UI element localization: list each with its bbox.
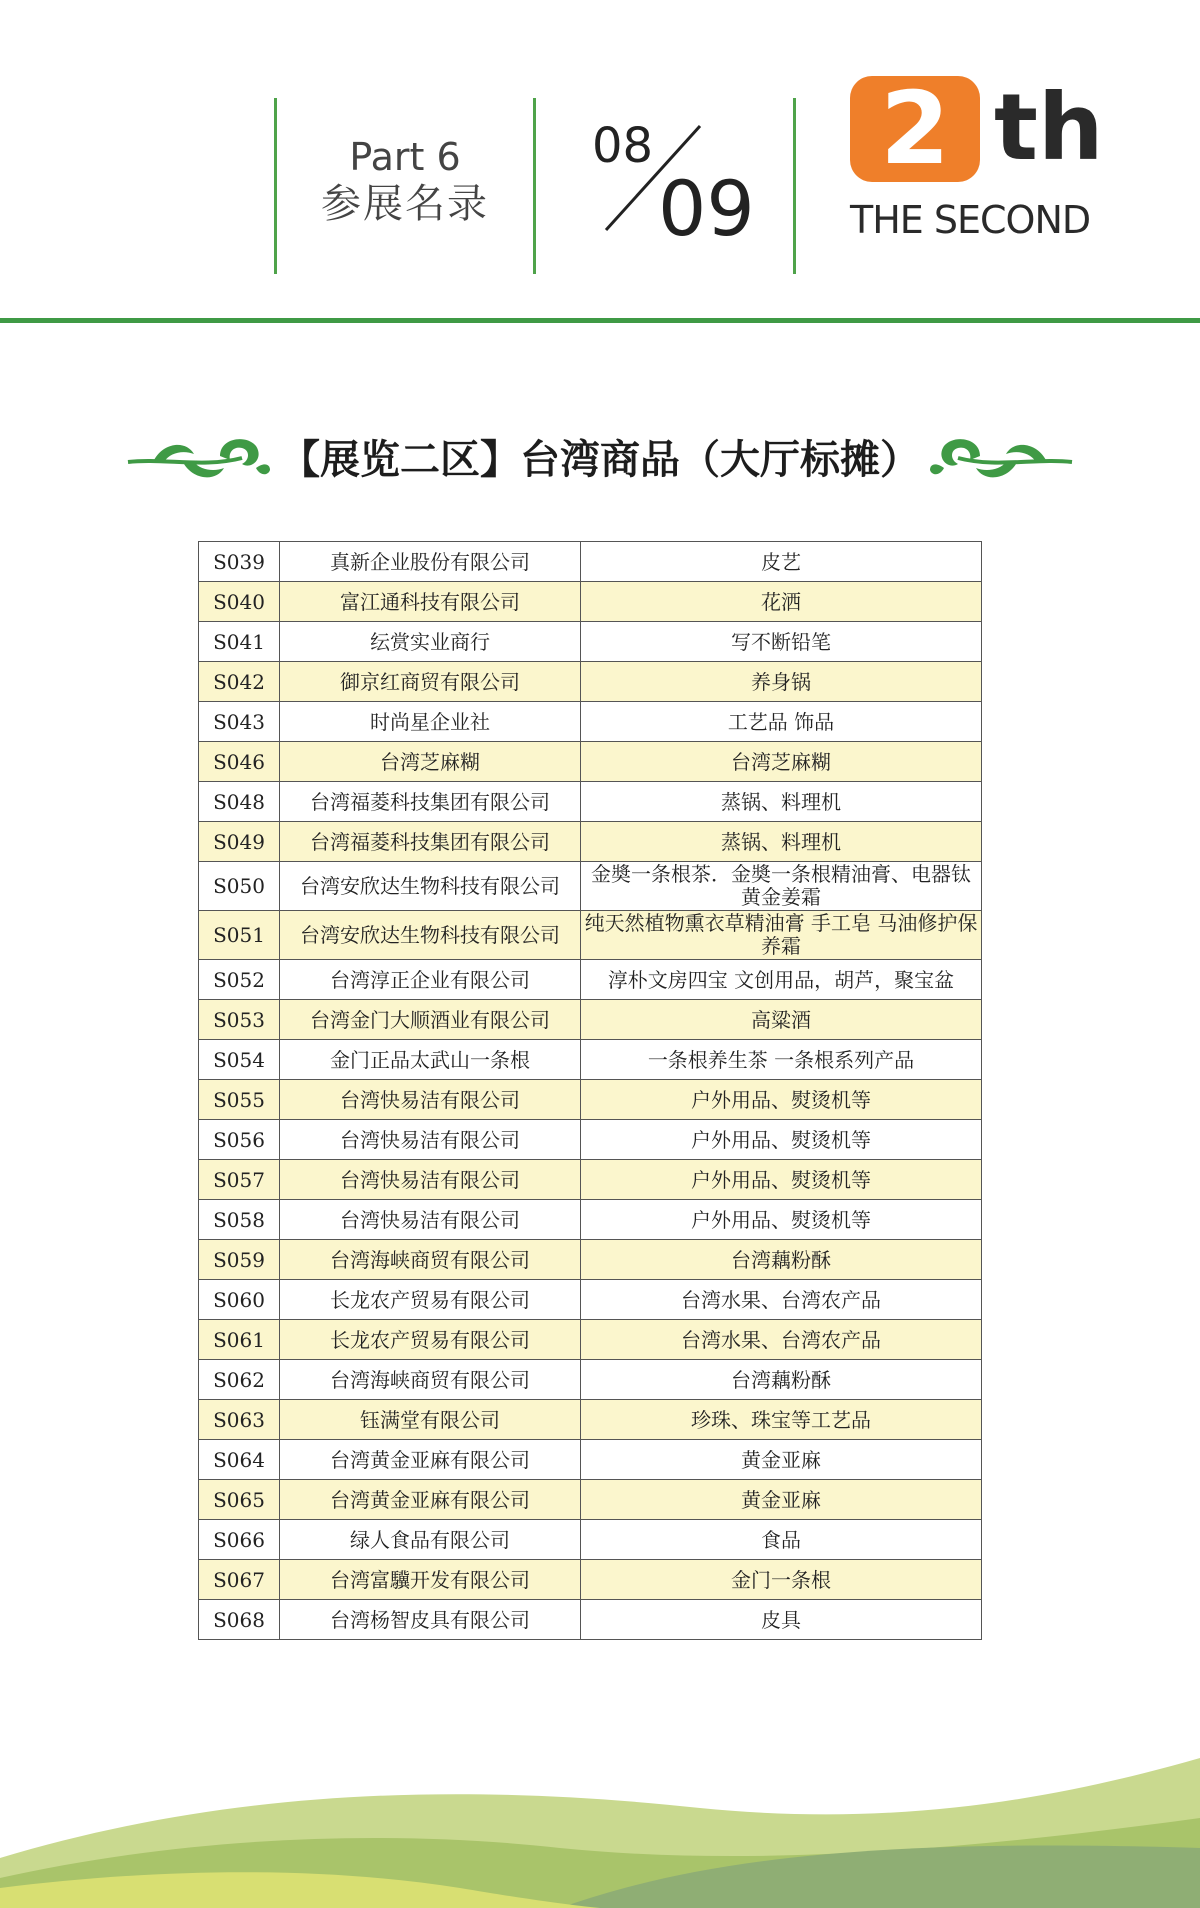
code-cell: S065 bbox=[199, 1480, 280, 1520]
code-cell: S039 bbox=[199, 542, 280, 582]
company-cell: 时尚星企业社 bbox=[280, 702, 581, 742]
company-cell: 台湾快易洁有限公司 bbox=[280, 1160, 581, 1200]
right-flourish-icon bbox=[926, 428, 1076, 488]
code-cell: S040 bbox=[199, 582, 280, 622]
table-row bbox=[199, 1040, 982, 1080]
company-cell: 台湾黄金亚麻有限公司 bbox=[280, 1440, 581, 1480]
product-cell: 金门一条根 bbox=[581, 1560, 982, 1600]
product-cell: 皮具 bbox=[581, 1600, 982, 1640]
code-cell: S061 bbox=[199, 1320, 280, 1360]
company-cell: 台湾快易洁有限公司 bbox=[280, 1080, 581, 1120]
table-row bbox=[199, 1520, 982, 1560]
divider-line-1 bbox=[274, 98, 277, 274]
code-cell: S042 bbox=[199, 662, 280, 702]
table-row bbox=[199, 1080, 982, 1120]
product-cell: 养身锅 bbox=[581, 662, 982, 702]
table-row bbox=[199, 862, 982, 911]
table-row bbox=[199, 622, 982, 662]
code-cell: S066 bbox=[199, 1520, 280, 1560]
company-cell: 纭赏实业商行 bbox=[280, 622, 581, 662]
code-cell: S056 bbox=[199, 1120, 280, 1160]
page-number-right: 09 bbox=[658, 164, 755, 253]
table-row bbox=[199, 1280, 982, 1320]
product-cell: 金奬一条根茶．金奬一条根精油膏、电器钛黄金姜霜 bbox=[581, 862, 982, 911]
company-cell: 长龙农产贸易有限公司 bbox=[280, 1280, 581, 1320]
code-cell: S058 bbox=[199, 1200, 280, 1240]
product-cell: 食品 bbox=[581, 1520, 982, 1560]
product-cell: 户外用品、熨烫机等 bbox=[581, 1120, 982, 1160]
company-cell: 台湾快易洁有限公司 bbox=[280, 1200, 581, 1240]
product-cell: 皮艺 bbox=[581, 542, 982, 582]
code-cell: S060 bbox=[199, 1280, 280, 1320]
table-row bbox=[199, 960, 982, 1000]
table-row bbox=[199, 1320, 982, 1360]
page-number-left: 08 bbox=[592, 118, 654, 174]
header-rule bbox=[0, 318, 1200, 323]
product-cell: 户外用品、熨烫机等 bbox=[581, 1160, 982, 1200]
product-cell: 台湾芝麻糊 bbox=[581, 742, 982, 782]
table-row bbox=[199, 1120, 982, 1160]
code-cell: S050 bbox=[199, 862, 280, 911]
table-row bbox=[199, 1360, 982, 1400]
company-cell: 台湾安欣达生物科技有限公司 bbox=[280, 862, 581, 911]
code-cell: S049 bbox=[199, 822, 280, 862]
left-flourish-icon bbox=[124, 428, 274, 488]
company-cell: 御京红商贸有限公司 bbox=[280, 662, 581, 702]
product-cell: 工艺品 饰品 bbox=[581, 702, 982, 742]
product-cell: 户外用品、熨烫机等 bbox=[581, 1080, 982, 1120]
company-cell: 真新企业股份有限公司 bbox=[280, 542, 581, 582]
company-cell: 台湾富驥开发有限公司 bbox=[280, 1560, 581, 1600]
code-cell: S051 bbox=[199, 911, 280, 960]
part-title: 参展名录 bbox=[321, 181, 489, 227]
table-row bbox=[199, 1160, 982, 1200]
product-cell: 纯天然植物熏衣草精油膏 手工皂 马油修护保养霜 bbox=[581, 911, 982, 960]
company-cell: 绿人食品有限公司 bbox=[280, 1520, 581, 1560]
code-cell: S057 bbox=[199, 1160, 280, 1200]
table-row bbox=[199, 542, 982, 582]
product-cell: 台湾水果、台湾农产品 bbox=[581, 1280, 982, 1320]
table-row bbox=[199, 1000, 982, 1040]
table-row bbox=[199, 1560, 982, 1600]
company-cell: 长龙农产贸易有限公司 bbox=[280, 1320, 581, 1360]
edition-logo-subtitle: THE SECOND bbox=[850, 198, 1091, 242]
part-heading bbox=[300, 134, 510, 228]
code-cell: S043 bbox=[199, 702, 280, 742]
product-cell: 黄金亚麻 bbox=[581, 1440, 982, 1480]
company-cell: 台湾快易洁有限公司 bbox=[280, 1120, 581, 1160]
product-cell: 珍珠、珠宝等工艺品 bbox=[581, 1400, 982, 1440]
company-cell: 台湾福菱科技集团有限公司 bbox=[280, 782, 581, 822]
company-cell: 台湾杨智皮具有限公司 bbox=[280, 1600, 581, 1640]
company-cell: 钰满堂有限公司 bbox=[280, 1400, 581, 1440]
table-row bbox=[199, 782, 982, 822]
company-cell: 台湾海峡商贸有限公司 bbox=[280, 1240, 581, 1280]
table-row bbox=[199, 911, 982, 960]
code-cell: S053 bbox=[199, 1000, 280, 1040]
table-row bbox=[199, 1200, 982, 1240]
company-cell: 台湾安欣达生物科技有限公司 bbox=[280, 911, 581, 960]
code-cell: S067 bbox=[199, 1560, 280, 1600]
table-row bbox=[199, 1400, 982, 1440]
part-label: Part 6 bbox=[349, 135, 461, 179]
table-row bbox=[199, 1480, 982, 1520]
code-cell: S048 bbox=[199, 782, 280, 822]
product-cell: 高粱酒 bbox=[581, 1000, 982, 1040]
company-cell: 台湾黄金亚麻有限公司 bbox=[280, 1480, 581, 1520]
exhibitor-table-body bbox=[199, 542, 982, 1640]
code-cell: S063 bbox=[199, 1400, 280, 1440]
product-cell: 台湾藕粉酥 bbox=[581, 1360, 982, 1400]
company-cell: 富江通科技有限公司 bbox=[280, 582, 581, 622]
edition-logo: 2 bbox=[850, 76, 980, 182]
product-cell: 写不断铅笔 bbox=[581, 622, 982, 662]
divider-line-2 bbox=[533, 98, 536, 274]
code-cell: S052 bbox=[199, 960, 280, 1000]
company-cell: 台湾海峡商贸有限公司 bbox=[280, 1360, 581, 1400]
edition-logo-suffix: th bbox=[994, 74, 1104, 181]
product-cell: 蒸锅、料理机 bbox=[581, 782, 982, 822]
code-cell: S059 bbox=[199, 1240, 280, 1280]
product-cell: 黄金亚麻 bbox=[581, 1480, 982, 1520]
bottom-wave-decoration bbox=[0, 1738, 1200, 1908]
table-row bbox=[199, 1600, 982, 1640]
table-row bbox=[199, 662, 982, 702]
code-cell: S041 bbox=[199, 622, 280, 662]
code-cell: S064 bbox=[199, 1440, 280, 1480]
product-cell: 淳朴文房四宝 文创用品，胡芦，聚宝盆 bbox=[581, 960, 982, 1000]
table-row bbox=[199, 742, 982, 782]
divider-line-3 bbox=[793, 98, 796, 274]
table-row bbox=[199, 702, 982, 742]
company-cell: 金门正品太武山一条根 bbox=[280, 1040, 581, 1080]
code-cell: S068 bbox=[199, 1600, 280, 1640]
table-row bbox=[199, 1440, 982, 1480]
company-cell: 台湾金门大顺酒业有限公司 bbox=[280, 1000, 581, 1040]
company-cell: 台湾淳正企业有限公司 bbox=[280, 960, 581, 1000]
code-cell: S054 bbox=[199, 1040, 280, 1080]
product-cell: 一条根养生茶 一条根系列产品 bbox=[581, 1040, 982, 1080]
product-cell: 台湾水果、台湾农产品 bbox=[581, 1320, 982, 1360]
exhibitor-table bbox=[198, 541, 982, 1640]
section-title: 【展览二区】台湾商品（大厅标摊） bbox=[280, 437, 920, 483]
code-cell: S046 bbox=[199, 742, 280, 782]
product-cell: 户外用品、熨烫机等 bbox=[581, 1200, 982, 1240]
company-cell: 台湾芝麻糊 bbox=[280, 742, 581, 782]
code-cell: S055 bbox=[199, 1080, 280, 1120]
code-cell: S062 bbox=[199, 1360, 280, 1400]
table-row bbox=[199, 582, 982, 622]
table-row bbox=[199, 1240, 982, 1280]
product-cell: 花洒 bbox=[581, 582, 982, 622]
company-cell: 台湾福菱科技集团有限公司 bbox=[280, 822, 581, 862]
product-cell: 蒸锅、料理机 bbox=[581, 822, 982, 862]
product-cell: 台湾藕粉酥 bbox=[581, 1240, 982, 1280]
table-row bbox=[199, 822, 982, 862]
